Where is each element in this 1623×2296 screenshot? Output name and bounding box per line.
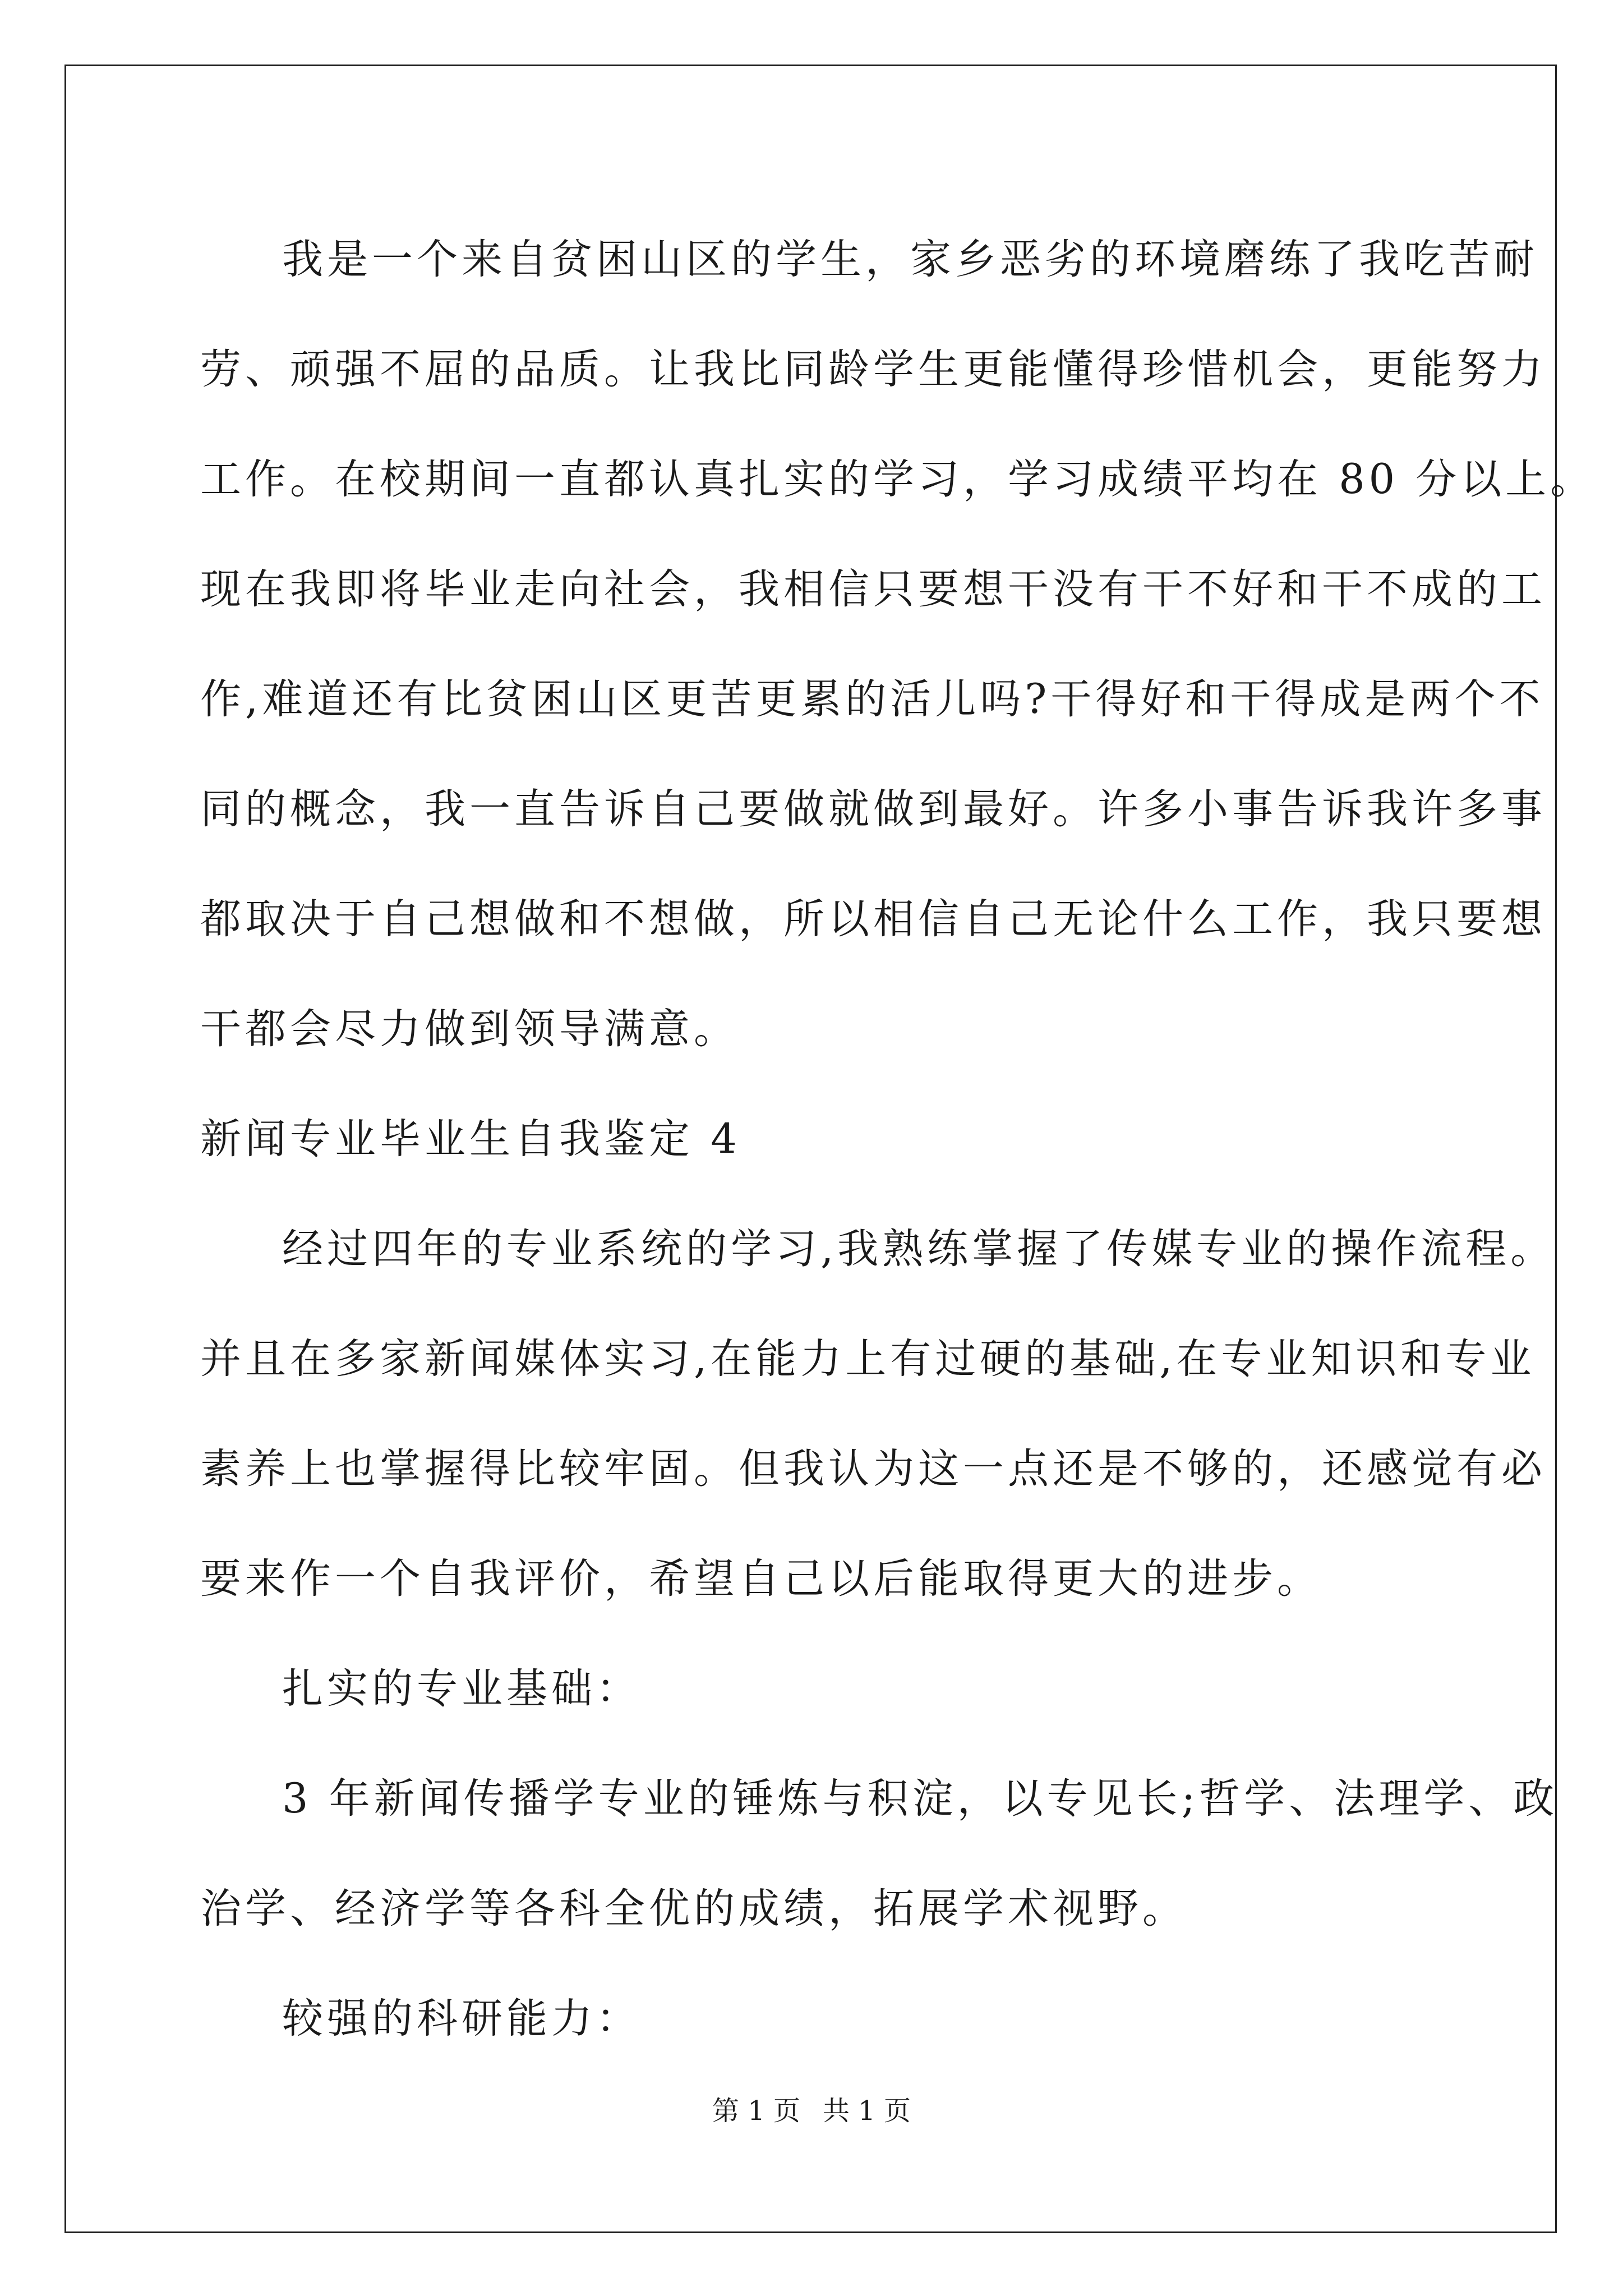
paragraph-line: 工作。在校期间一直都认真扎实的学习，学习成绩平均在 80 分以上。 xyxy=(200,455,1596,503)
paragraph-line: 要来作一个自我评价，希望自己以后能取得更大的进步。 xyxy=(200,1555,1322,1603)
section-heading: 新闻专业毕业生自我鉴定 4 xyxy=(200,1115,741,1163)
page-number: 第 1 页 xyxy=(712,2095,800,2127)
paragraph-line: 素养上也掌握得比较牢固。但我认为这一点还是不够的，还感觉有必 xyxy=(200,1445,1546,1493)
paragraph-line: 经过四年的专业系统的学习,我熟练掌握了传媒专业的操作流程。 xyxy=(282,1225,1556,1273)
document-body xyxy=(200,205,1596,2074)
page-total: 共 1 页 xyxy=(823,2095,911,2127)
subheading-line: 较强的科研能力： xyxy=(282,1995,641,2042)
paragraph-line: 同的概念，我一直告诉自己要做就做到最好。许多小事告诉我许多事 xyxy=(200,785,1546,833)
paragraph-line: 治学、经济学等各科全优的成绩，拓展学术视野。 xyxy=(200,1885,1187,1932)
subheading-line: 扎实的专业基础： xyxy=(282,1665,641,1713)
page-footer xyxy=(0,2094,1623,2128)
paragraph-line: 现在我即将毕业走向社会，我相信只要想干没有干不好和干不成的工 xyxy=(200,565,1546,613)
paragraph-line: 我是一个来自贫困山区的学生，家乡恶劣的环境磨练了我吃苦耐 xyxy=(282,236,1538,283)
paragraph-line: 3 年新闻传播学专业的锤炼与积淀，以专见长;哲学、法理学、政 xyxy=(282,1775,1559,1823)
paragraph-line: 并且在多家新闻媒体实习,在能力上有过硬的基础,在专业知识和专业 xyxy=(200,1335,1536,1383)
paragraph-line: 作,难道还有比贫困山区更苦更累的活儿吗?干得好和干得成是两个不 xyxy=(200,675,1544,723)
paragraph-line: 劳、顽强不屈的品质。让我比同龄学生更能懂得珍惜机会，更能努力 xyxy=(200,346,1546,393)
paragraph-line: 干都会尽力做到领导满意。 xyxy=(200,1005,739,1053)
paragraph-line: 都取决于自己想做和不想做，所以相信自己无论什么工作，我只要想 xyxy=(200,895,1546,943)
